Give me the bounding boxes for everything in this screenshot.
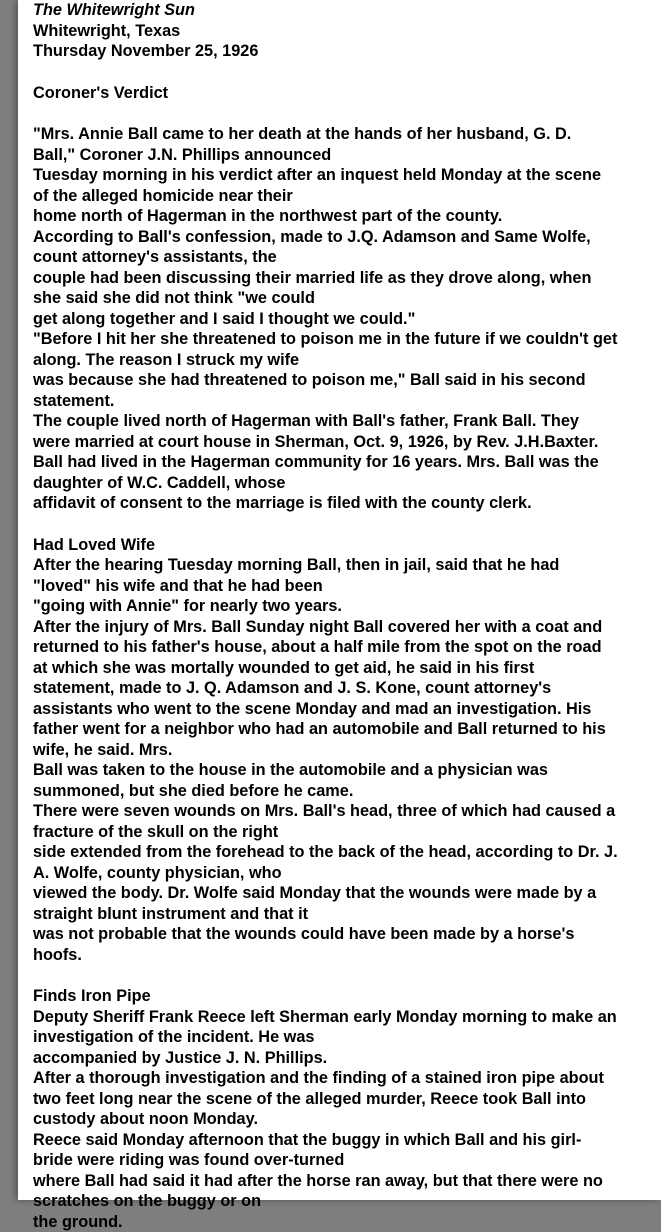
article-text-line: straight blunt instrument and that it bbox=[33, 904, 657, 925]
article-text-line: accompanied by Justice J. N. Phillips. bbox=[33, 1048, 657, 1069]
article-text-line: affidavit of consent to the marriage is filed with the county clerk. bbox=[33, 493, 657, 514]
section-gap bbox=[33, 965, 661, 986]
article-text-line: scratches on the buggy or on bbox=[33, 1191, 657, 1212]
section-had-loved-wife-body bbox=[33, 555, 661, 965]
article-text-line: The couple lived north of Hagerman with Ball's father, Frank Ball. They bbox=[33, 411, 657, 432]
article-text-line: investigation of the incident. He was bbox=[33, 1027, 657, 1048]
article-text-line: daughter of W.C. Caddell, whose bbox=[33, 473, 657, 494]
article-text-line: two feet long near the scene of the alleged murder, Reece took Ball into bbox=[33, 1089, 657, 1110]
article-text-line: were married at court house in Sherman, Oct. 9, 1926, by Rev. J.H.Baxter. bbox=[33, 432, 657, 453]
article-text-line: where Ball had said it had after the horse ran away, but that there were no bbox=[33, 1171, 657, 1192]
article-text-line: A. Wolfe, county physician, who bbox=[33, 863, 657, 884]
section-heading-had-loved-wife: Had Loved Wife bbox=[33, 535, 657, 556]
article-text-line: Tuesday morning in his verdict after an inquest held Monday at the scene bbox=[33, 165, 657, 186]
article-text-line: father went for a neighbor who had an automobile and Ball returned to his bbox=[33, 719, 657, 740]
article-text-line: viewed the body. Dr. Wolfe said Monday that the wounds were made by a bbox=[33, 883, 657, 904]
article-text-line: summoned, but she died before he came. bbox=[33, 781, 657, 802]
article-text-line: statement, made to J. Q. Adamson and J. S. Kone, count attorney's bbox=[33, 678, 657, 699]
article-text-line: After the hearing Tuesday morning Ball, then in jail, said that he had bbox=[33, 555, 657, 576]
article-text-line: at which she was mortally wounded to get aid, he said in his first bbox=[33, 658, 657, 679]
article-text-line: wife, he said. Mrs. bbox=[33, 740, 657, 761]
article-text-line: After a thorough investigation and the finding of a stained iron pipe about bbox=[33, 1068, 657, 1089]
article-text-line: along. The reason I struck my wife bbox=[33, 350, 657, 371]
article-text-line: Ball had lived in the Hagerman community for 16 years. Mrs. Ball was the bbox=[33, 452, 657, 473]
article-text-line: There were seven wounds on Mrs. Ball's head, three of which had caused a bbox=[33, 801, 657, 822]
article-text-line: Deputy Sheriff Frank Reece left Sherman early Monday morning to make an bbox=[33, 1007, 657, 1028]
article-text-line: "loved" his wife and that he had been bbox=[33, 576, 657, 597]
newspaper-name: The Whitewright Sun bbox=[33, 0, 657, 21]
article-text-line: Reece said Monday afternoon that the buggy in which Ball and his girl- bbox=[33, 1130, 657, 1151]
article-text-line: hoofs. bbox=[33, 945, 657, 966]
article-text-line: side extended from the forehead to the back of the head, according to Dr. J. bbox=[33, 842, 657, 863]
article-text-line: was not probable that the wounds could have been made by a horse's bbox=[33, 924, 657, 945]
article-text-line: assistants who went to the scene Monday and mad an investigation. His bbox=[33, 699, 657, 720]
article-text-line: she said she did not think "we could bbox=[33, 288, 657, 309]
article-text-line: was because she had threatened to poison me," Ball said in his second bbox=[33, 370, 657, 391]
article-text-line: "going with Annie" for nearly two years. bbox=[33, 596, 657, 617]
article-text-line: Ball," Coroner J.N. Phillips announced bbox=[33, 145, 657, 166]
article-text-line: returned to his father's house, about a half mile from the spot on the road bbox=[33, 637, 657, 658]
section-gap bbox=[33, 103, 661, 124]
article-text-line: "Mrs. Annie Ball came to her death at the hands of her husband, G. D. bbox=[33, 124, 657, 145]
section-heading-finds-iron-pipe: Finds Iron Pipe bbox=[33, 986, 657, 1007]
section-heading-coroners-verdict: Coroner's Verdict bbox=[33, 83, 657, 104]
article-text-line: count attorney's assistants, the bbox=[33, 247, 657, 268]
article-text-line: fracture of the skull on the right bbox=[33, 822, 657, 843]
article-text-line: statement. bbox=[33, 391, 657, 412]
article-text-line: home north of Hagerman in the northwest part of the county. bbox=[33, 206, 657, 227]
article-text-line: of the alleged homicide near their bbox=[33, 186, 657, 207]
article-text-line: Ball was taken to the house in the automobile and a physician was bbox=[33, 760, 657, 781]
article-text-line: "Before I hit her she threatened to poison me in the future if we couldn't get bbox=[33, 329, 657, 350]
dateline-date: Thursday November 25, 1926 bbox=[33, 41, 657, 62]
article-text-line: After the injury of Mrs. Ball Sunday night Ball covered her with a coat and bbox=[33, 617, 657, 638]
article-text-line: get along together and I said I thought we could." bbox=[33, 309, 657, 330]
section-finds-iron-pipe-body bbox=[33, 1007, 661, 1232]
section-gap bbox=[33, 62, 661, 83]
article-body bbox=[33, 0, 661, 1232]
article-text-line: According to Ball's confession, made to J.Q. Adamson and Same Wolfe, bbox=[33, 227, 657, 248]
section-verdict-body bbox=[33, 124, 661, 514]
section-gap bbox=[33, 514, 661, 535]
dateline-place: Whitewright, Texas bbox=[33, 21, 657, 42]
article-text-line: the ground. bbox=[33, 1212, 657, 1232]
article-text-line: bride were riding was found over-turned bbox=[33, 1150, 657, 1171]
article-text-line: couple had been discussing their married life as they drove along, when bbox=[33, 268, 657, 289]
article-text-line: custody about noon Monday. bbox=[33, 1109, 657, 1130]
